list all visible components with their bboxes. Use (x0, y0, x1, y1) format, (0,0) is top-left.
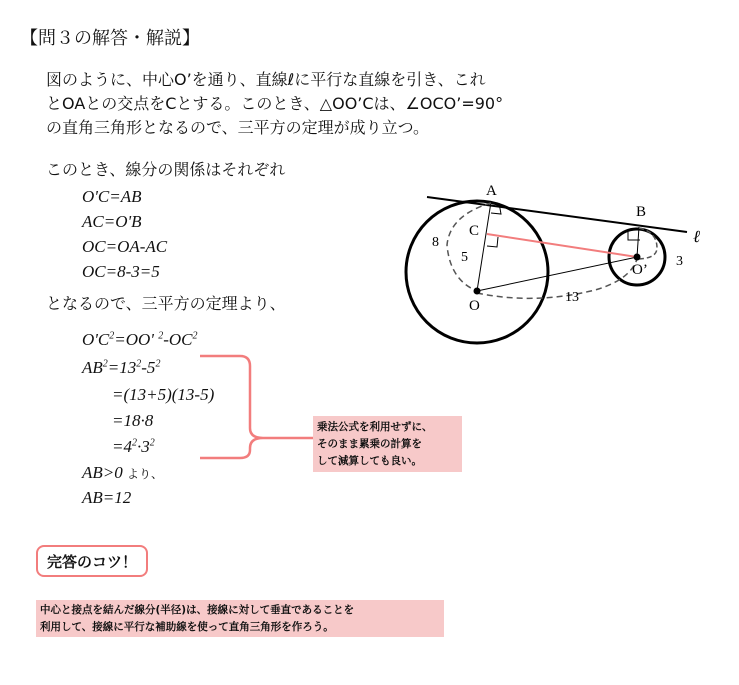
intro-line-1: 図のように、中心O’を通り、直線ℓに平行な直線を引き、これ (46, 70, 486, 89)
equation-2: $AB^2=13^2-5^2$ (82, 358, 161, 377)
equation-6: AB>0 より、 (82, 463, 164, 482)
label-c: C (469, 223, 480, 239)
relation-3: OC=OA-AC (82, 237, 168, 256)
label-o: O (469, 298, 480, 314)
segment-o2b (637, 227, 639, 257)
equation-1: $O'C^2=OO'$ $^2-OC^2$ (82, 330, 198, 349)
tip-text: 中心と接点を結んだ線分(半径)は、接線に対して垂直であることを 利用して、接線に平行な補助線を使って直角三角形を作ろう。 (36, 600, 444, 637)
label-5: 5 (461, 250, 468, 265)
intro-line-3: の直角三角形となるので、三平方の定理が成り立つ。 (46, 118, 430, 137)
equation-4: =18·8 (112, 411, 154, 430)
note-box: 乗法公式を利用せずに、 そのまま累乗の計算を して減算しても良い。 (313, 416, 462, 472)
arc-13 (477, 259, 637, 298)
intro-paragraph (46, 68, 503, 140)
tip-label: 完答のコツ！ (36, 545, 148, 577)
label-a: A (486, 183, 497, 199)
center-o2 (634, 254, 641, 261)
right-angle-c (487, 237, 498, 247)
page-title: 【問３の解答・解説】 (20, 28, 200, 49)
label-o2: O’ (632, 262, 648, 278)
brace-connector (195, 350, 315, 465)
pythag-heading: となるので、三平方の定理より、 (46, 294, 286, 313)
segment-o2c (487, 234, 637, 257)
relation-4: OC=8-3=5 (82, 262, 160, 281)
relation-1: O'C=AB (82, 187, 142, 206)
label-13: 13 (565, 290, 579, 305)
equation-5: $=4^2\cdot 3^2$ (112, 437, 155, 456)
intro-line-2: とOAとの交点をCとする。このとき、△OO’Cは、∠OCO’=90° (46, 94, 504, 113)
equation-3: =(13+5)(13-5) (112, 385, 215, 404)
label-3: 3 (676, 254, 683, 269)
label-l: ℓ (693, 227, 701, 246)
label-8: 8 (432, 235, 439, 250)
geometry-diagram (395, 170, 715, 370)
relation-heading: このとき、線分の関係はそれぞれ (46, 160, 286, 179)
label-b: B (636, 204, 647, 220)
equation-7: AB=12 (82, 488, 132, 507)
relation-2: AC=O'B (82, 212, 142, 231)
center-o (474, 288, 481, 295)
